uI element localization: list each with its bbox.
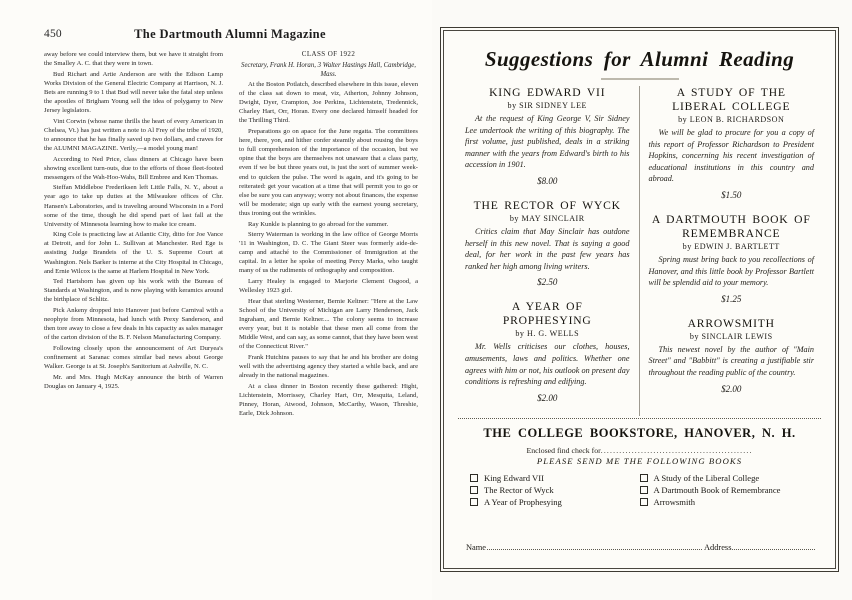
book-entry [649, 86, 815, 200]
book-author: by LEON B. RICHARDSON [678, 115, 785, 124]
checkbox-icon[interactable] [640, 474, 648, 482]
paragraph: Sterry Waterman is working in the law office of George Morris '11 in Washington, D. C. The Giant Steer was formerly aide-de-camp and attaché to the Commissioner of Immigration at the capital. In a letter he spoke of meeting Percy Marks, who taught many of us the rudiments of orthography and composition. [239, 231, 418, 275]
book-author: by SINCLAIR LEWIS [689, 331, 773, 341]
book-title: A YEAR OF PROPHESYING [502, 300, 592, 328]
checklist-label: The Rector of Wyck [484, 484, 554, 495]
paragraph: away before we could interview them, but we have it straight from the Smalley A. C. that they were in town. [44, 51, 223, 68]
magazine-title: The Dartmouth Alumni Magazine [134, 27, 326, 41]
ad-column-right [640, 86, 824, 416]
page-number: 450 [44, 28, 62, 40]
paragraph: Ray Kunkle is planning to go abroad for the summer. [248, 220, 389, 228]
paragraph: Pick Ankeny dropped into Hanover just before Carnival with a neophyte from Minnesota, had lunch with Prexy Sanderson, and then tore away to close a few deals in his capacity as sales manager of the carton division of the B. F. Nelson Manufacturing Company. [44, 307, 223, 342]
enclosed-label: Enclosed find check for [526, 445, 601, 455]
checklist-label: King Edward VII [484, 472, 544, 483]
ad-column-left [456, 86, 640, 416]
order-checklist [470, 473, 809, 509]
book-price: $1.50 [721, 189, 742, 200]
running-head [44, 28, 416, 44]
paragraph: At the Boston Potlatch, described elsewhere in this issue, eleven of the class sat down to meat, viz, Atherton, Johnny Johnson, Dwight, Dyer, Crampton, Joe Perkins, Lichtenstein, Tredennick, Charley Hart, Orr, Horan. Every one declared himself headed for the Thrilling Third. [239, 81, 418, 125]
book-price: $1.25 [721, 293, 742, 304]
paragraph: Frank Hutchins pauses to say that he and his brother are doing well with the advertising agency they started a while back, and are already in the national magazines. [239, 353, 418, 379]
name-label: Name [466, 543, 486, 552]
checklist-item[interactable] [640, 485, 810, 495]
book-author: by MAY SINCLAIR [509, 213, 585, 223]
paragraph: Preparations go on apace for the June regatta. The committees here, there, yon, and hither confer steamily about rousing the boys to full comprehension of the importance of the occasion, but we opine that the boys are themselves not unaware that a class party, even if we be but three years out, is just the sort of summer week-end to quicken the pulse. The word is again, and it's going to be reiterated: get your vacation at a time that will permit you to go or else be sure you can anyway; worry not about finances, the expense will be moderate; sign up early with the earnest young secretary, thus ironing out the wrinkles. [239, 128, 418, 217]
name-address-row [466, 543, 817, 552]
column-left [44, 50, 223, 590]
book-entry [465, 300, 630, 402]
book-description: We will be glad to procure for you a copy of this report of Professor Richardson to President Hopkins, concerning his recent investigation of educational institutions in this country and abroad. [648, 128, 814, 184]
book-entry [649, 213, 815, 304]
book-entry [649, 317, 815, 394]
book-title: KING EDWARD VII [489, 86, 606, 99]
book-title: ARROWSMITH [687, 316, 775, 330]
paragraph: Bud Richart and Artie Anderson are with the Edison Lamp Works Division of the General Electric Company at Harrison, N. J. Bets are running 9 to 1 that Bud will never take the fatal step unless the apostles of Brigham Young sell the idea of polygamy to New Jersey legislators. [44, 70, 223, 115]
checklist-label: A Year of Prophesying [484, 496, 562, 507]
checklist-item[interactable] [470, 485, 640, 495]
book-description: This newest novel by the author of "Main Street" and "Babbitt" is creating a justifiable stir throughout the reading public of the country. [648, 344, 814, 377]
checklist-column-right [640, 473, 810, 509]
class-secretary: Secretary, Frank H. Horan, 3 Walter Hastings Hall, Cambridge, Mass. [241, 61, 416, 78]
address-input-line[interactable] [732, 548, 815, 550]
book-description: Spring must bring back to you recollections of Hanover, and this little book by Professor Bartlett will be splendid aid to your memory. [648, 254, 814, 288]
book-price: $2.50 [537, 277, 558, 288]
paragraph: Vint Corwin (whose name thrills the heart of every American in Chelsea, Vt.) has just written a note to Al Frey of the tribe of 1920, to announce that he has finally saved up two dollars, and craves for the ALUMNI MAGAZINE. Verily,—a model young man! [44, 117, 223, 152]
checkbox-icon[interactable] [470, 498, 478, 506]
book-price: $2.00 [537, 392, 558, 403]
paragraph: Hear that sterling Westerner, Bernie Keltner: "Here at the Law School of the University of Michigan are Larry Henderson, Jack Ingraham, and Bernie Keltner.... The colony seems to increase every year, but it is notable that these men all come from the Middle West, and can say, as some cannot, that they have been west of the Connecticut River." [239, 297, 418, 351]
ad-divider-rule [601, 78, 679, 80]
book-author: by EDWIN J. BARTLETT [682, 241, 780, 251]
paragraph: At a class dinner in Boston recently these gathered: Hight, Lichtenstein, Morrissey, Charley Hart, Orr, Mesquita, Leland, Pinney, Horan, Atwood, Johnson, McCarthy, Wason, Threshie, Earle, Dick Johnson. [239, 382, 418, 417]
checklist-label: A Dartmouth Book of Remembrance [653, 484, 781, 495]
book-entry [465, 199, 630, 287]
please-send-label: PLEASE SEND ME THE FOLLOWING BOOKS [536, 455, 743, 466]
ad-book-columns [444, 86, 835, 416]
checklist-label: A Study of the Liberal College [653, 472, 760, 483]
book-author: by SIR SIDNEY LEE [507, 101, 587, 110]
book-description: Mr. Wells criticises our clothes, houses, amusements, laws and politics. Whether one agrees with him or not, his outlook on present day conditions is refreshing and edifying. [465, 342, 630, 387]
order-form-divider [458, 418, 821, 419]
checklist-label: Arrowsmith [653, 496, 696, 507]
paragraph: Following closely upon the announcement of Art Duryea's confinement at Saranac comes similar bad news about George Walker. George is at St. Joseph's Sanitorium at Ashville, N. C. [44, 344, 223, 371]
name-input-line[interactable] [487, 548, 702, 550]
dot-leader: ................................................. [600, 445, 753, 455]
address-label: Address [704, 543, 732, 552]
book-title: A DARTMOUTH BOOK OF REMEMBRANCE [651, 212, 811, 240]
book-price: $2.00 [721, 383, 742, 394]
checkbox-icon[interactable] [470, 486, 478, 494]
book-title: A STUDY OF THE LIBERAL COLLEGE [672, 86, 791, 113]
paragraph: Steffan Middleboe Frederiksen left Little Falls, N. Y., about a year ago to take up duties at the Milwaukee offices of Chr. Hansen's Laboratories, and is traveling around Wisconsin in a Ford some of the time, though he did spend part of last fall at the University of Minnesota learning how to make ice cream. [44, 184, 223, 228]
checklist-item[interactable] [470, 473, 640, 483]
enclosed-check-line [444, 446, 835, 455]
book-description: Critics claim that May Sinclair has outdone herself in this new novel. That is saying a good deal, for her work in the past few years has ranked her high among living writers. [465, 226, 630, 271]
checkbox-icon[interactable] [470, 474, 478, 482]
book-entry [465, 86, 630, 186]
book-title: THE RECTOR OF WYCK [473, 198, 621, 212]
checklist-item[interactable] [470, 497, 640, 507]
checklist-item[interactable] [640, 473, 810, 483]
checkbox-icon[interactable] [640, 486, 648, 494]
advertisement-panel [440, 27, 839, 572]
paragraph: Mr. and Mrs. Hugh McKay announce the birth of Warren Douglas on January 4, 1925. [44, 373, 223, 390]
paragraph: Larry Healey is engaged to Marjorie Clement Osgood, a Wellesley 1923 girl. [239, 278, 418, 295]
checkbox-icon[interactable] [640, 498, 648, 506]
ad-inner-border [443, 30, 836, 569]
checklist-item[interactable] [640, 497, 810, 507]
book-description: At the request of King George V, Sir Sidney Lee undertook the writing of this biography. The first volume, just published, deals in a striking manner with the years from Edward's birth to his accession in 1901. [465, 114, 630, 170]
article-columns [44, 50, 418, 590]
book-author: by H. G. WELLS [515, 329, 580, 339]
class-heading: CLASS OF 1922 [301, 50, 356, 58]
bookstore-name: THE COLLEGE BOOKSTORE, HANOVER, N. H. [483, 425, 796, 440]
column-middle [239, 50, 418, 590]
ad-headline: Suggestions for Alumni Reading [484, 47, 795, 71]
paragraph: King Cole is practicing law at Atlantic City, ditto for Joe Vance at Detroit, and for John L. Sullivan at Manchester. Red Ege is assisting Judge Brandeis of the U. S. Supreme Court at Washington. Nels Barker is interne at the City Hospital in Chicago, and Ernie Wilcox is the same at Harlem Hospital in New York. [44, 231, 223, 275]
paragraph: Ted Hartshorn has given up his work with the Bureau of Standards at Washington, and is now playing with keramics around the birthplace of Schlitz. [44, 278, 223, 304]
paragraph: According to Ned Price, class dinners at Chicago have been showing excellent turn-outs, due to the efforts of those fleet-footed messengers of the Wah-Hoo-Wahs, Bill Embree and Ken Thomas. [44, 155, 223, 181]
checklist-column-left [470, 473, 640, 509]
book-price: $8.00 [537, 175, 558, 186]
